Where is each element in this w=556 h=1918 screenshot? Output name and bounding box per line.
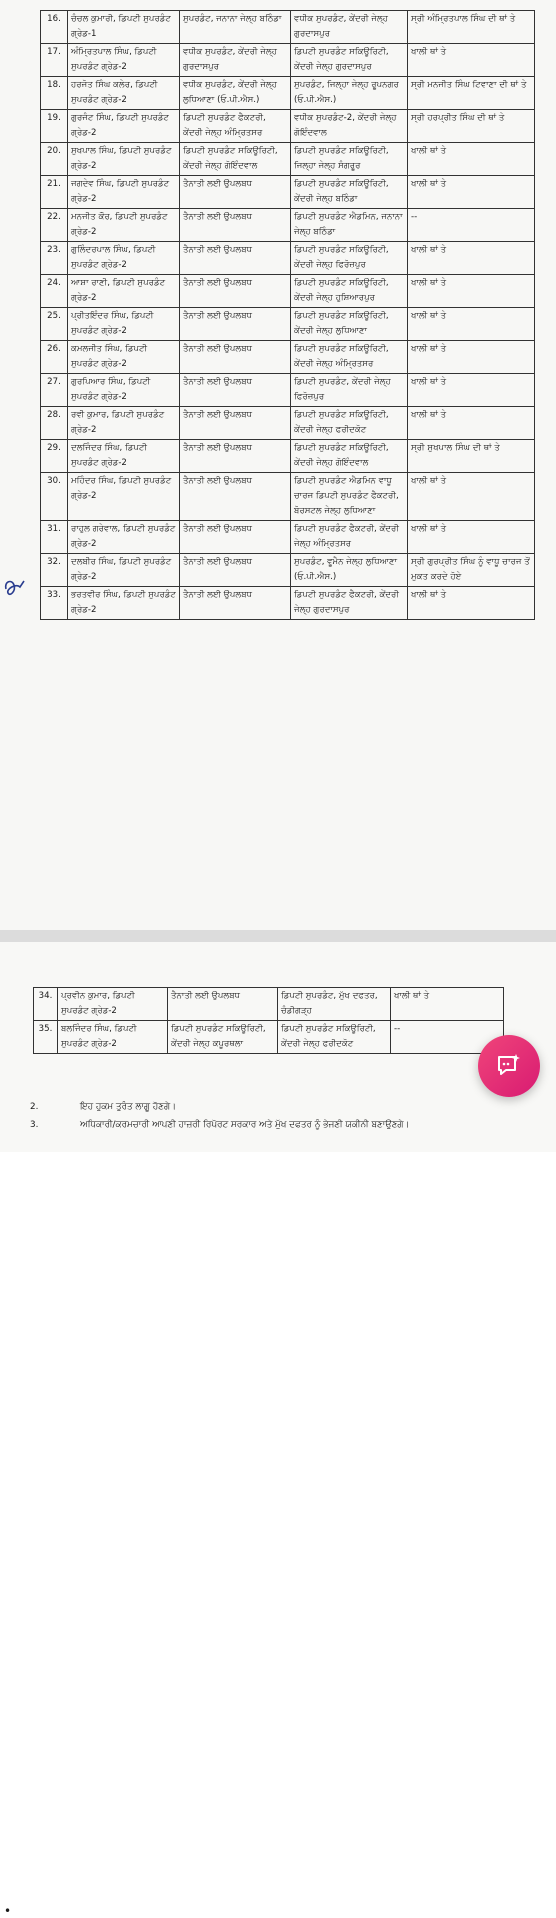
- new-posting-cell: ਡਿਪਟੀ ਸੁਪਰਡੰਟ ਸਕਿਊਰਿਟੀ, ਜਿਲ੍ਹਾ ਜੇਲ੍ਹ ਸੰਗਰੂਰ: [291, 143, 408, 176]
- new-posting-cell: ਵਧੀਕ ਸੁਪਰਡੰਟ, ਕੇਂਦਰੀ ਜੇਲ੍ਹ ਗੁਰਦਾਸਪੁਰ: [291, 11, 408, 44]
- serial-number-cell: 33.: [41, 587, 68, 620]
- remark-cell: ਸ੍ਰੀ ਹਰਪ੍ਰੀਤ ਸਿੰਘ ਦੀ ਥਾਂ ਤੇ: [408, 110, 535, 143]
- officer-name-cell: ਪ੍ਰਵੀਨ ਕੁਮਾਰ, ਡਿਪਟੀ ਸੁਪਰਡੰਟ ਗ੍ਰੇਡ-2: [58, 988, 168, 1021]
- current-posting-cell: ਤੈਨਾਤੀ ਲਈ ਉਪਲਬਧ: [180, 341, 291, 374]
- note-text: ਅਧਿਕਾਰੀ/ਕਰਮਚਾਰੀ ਆਪਣੀ ਹਾਜ਼ਰੀ ਰਿਪੋਰਟ ਸਰਕਾਰ ਅਤੇ ਮੁੱਖ ਦਫਤਰ ਨੂੰ ਭੇਜਣੀ ਯਕੀਨੀ ਬਣਾਉਣਗੇ।: [80, 1120, 410, 1130]
- serial-number-cell: 32.: [41, 554, 68, 587]
- serial-number-cell: 26.: [41, 341, 68, 374]
- note-number: 3.: [30, 1120, 39, 1130]
- remark-cell: ਖਾਲੀ ਥਾਂ ਤੇ: [408, 44, 535, 77]
- current-posting-cell: ਤੈਨਾਤੀ ਲਈ ਉਪਲਬਧ: [180, 521, 291, 554]
- officer-name-cell: ਗੁਲਿੰਦਰਪਾਲ ਸਿੰਘ, ਡਿਪਟੀ ਸੁਪਰਡੰਟ ਗ੍ਰੇਡ-2: [68, 242, 180, 275]
- new-posting-cell: ਡਿਪਟੀ ਸੁਪਰਡੰਟ, ਮੁੱਖ ਦਫਤਰ, ਚੰਡੀਗੜ੍ਹ: [278, 988, 391, 1021]
- remark-cell: ਖਾਲੀ ਥਾਂ ਤੇ: [408, 374, 535, 407]
- new-posting-cell: ਸੁਪਰਡੰਟ, ਵੂਮੈਨ ਜੇਲ੍ਹ ਲੁਧਿਆਣਾ (ਓ.ਪੀ.ਐਸ.): [291, 554, 408, 587]
- transfer-table-2: [33, 987, 504, 1054]
- serial-number-cell: 21.: [41, 176, 68, 209]
- serial-number-cell: 34.: [34, 988, 58, 1021]
- officer-name-cell: ਬਲਜਿੰਦਰ ਸਿੰਘ, ਡਿਪਟੀ ਸੁਪਰਡੰਟ ਗ੍ਰੇਡ-2: [58, 1021, 168, 1054]
- table-row: [41, 440, 535, 473]
- table-row: [41, 407, 535, 440]
- table-row: [41, 308, 535, 341]
- remark-cell: ਖਾਲੀ ਥਾਂ ਤੇ: [408, 308, 535, 341]
- remark-cell: ਸ੍ਰੀ ਮਨਜੀਤ ਸਿੰਘ ਟਿਵਾਣਾ ਦੀ ਥਾਂ ਤੇ: [408, 77, 535, 110]
- table-row: [41, 209, 535, 242]
- serial-number-cell: 24.: [41, 275, 68, 308]
- remark-cell: ਸ੍ਰੀ ਅੰਮ੍ਰਿਤਪਾਲ ਸਿੰਘ ਦੀ ਥਾਂ ਤੇ: [408, 11, 535, 44]
- officer-name-cell: ਮਹਿੰਦਰ ਸਿੰਘ, ਡਿਪਟੀ ਸੁਪਰਡੰਟ ਗ੍ਰੇਡ-2: [68, 473, 180, 521]
- new-posting-cell: ਡਿਪਟੀ ਸੁਪਰਡੰਟ, ਕੇਂਦਰੀ ਜੇਲ੍ਹ ਫਿਰੋਜ਼ਪੁਰ: [291, 374, 408, 407]
- order-notes: [30, 1098, 530, 1134]
- officer-name-cell: ਗੁਰਜੰਟ ਸਿੰਘ, ਡਿਪਟੀ ਸੁਪਰਡੰਟ ਗ੍ਰੇਡ-2: [68, 110, 180, 143]
- current-posting-cell: ਤੈਨਾਤੀ ਲਈ ਉਪਲਬਧ: [180, 242, 291, 275]
- remark-cell: ਖਾਲੀ ਥਾਂ ਤੇ: [408, 143, 535, 176]
- serial-number-cell: 29.: [41, 440, 68, 473]
- current-posting-cell: ਡਿਪਟੀ ਸੁਪਰਡੰਟ ਫੈਕਟਰੀ, ਕੇਂਦਰੀ ਜੇਲ੍ਹ ਅੰਮ੍ਰਿਤਸਰ: [180, 110, 291, 143]
- officer-name-cell: ਅੰਮ੍ਰਿਤਪਾਲ ਸਿੰਘ, ਡਿਪਟੀ ਸੁਪਰਡੰਟ ਗ੍ਰੇਡ-2: [68, 44, 180, 77]
- new-posting-cell: ਡਿਪਟੀ ਸੁਪਰਡੰਟ ਫੈਕਟਰੀ, ਕੇਂਦਰੀ ਜੇਲ੍ਹ ਅੰਮ੍ਰਿਤਸਰ: [291, 521, 408, 554]
- officer-name-cell: ਰਾਹੁਲ ਗਰੇਵਾਲ, ਡਿਪਟੀ ਸੁਪਰਡੰਟ ਗ੍ਰੇਡ-2: [68, 521, 180, 554]
- remark-cell: ਖਾਲੀ ਥਾਂ ਤੇ: [408, 521, 535, 554]
- table-row: [41, 11, 535, 44]
- remark-cell: ਖਾਲੀ ਥਾਂ ਤੇ: [408, 341, 535, 374]
- new-posting-cell: ਡਿਪਟੀ ਸੁਪਰਡੰਟ ਸਕਿਊਰਿਟੀ, ਕੇਂਦਰੀ ਜੇਲ੍ਹ ਲੁਧਿਆਣਾ: [291, 308, 408, 341]
- remark-cell: ਖਾਲੀ ਥਾਂ ਤੇ: [408, 242, 535, 275]
- current-posting-cell: ਤੈਨਾਤੀ ਲਈ ਉਪਲਬਧ: [168, 988, 278, 1021]
- current-posting-cell: ਸੁਪਰਡੰਟ, ਜਨਾਨਾ ਜੇਲ੍ਹ ਬਠਿੰਡਾ: [180, 11, 291, 44]
- serial-number-cell: 22.: [41, 209, 68, 242]
- current-posting-cell: ਡਿਪਟੀ ਸੁਪਰਡੰਟ ਸਕਿਊਰਿਟੀ, ਕੇਂਦਰੀ ਜੇਲ੍ਹ ਗੋਇੰਦਵਾਲ: [180, 143, 291, 176]
- serial-number-cell: 30.: [41, 473, 68, 521]
- note-item: [30, 1098, 530, 1116]
- current-posting-cell: ਵਧੀਕ ਸੁਪਰਡੰਟ, ਕੇਂਦਰੀ ਜੇਲ੍ਹ ਲੁਧਿਆਣਾ (ਓ.ਪੀ.ਐਸ.): [180, 77, 291, 110]
- current-posting-cell: ਡਿਪਟੀ ਸੁਪਰਡੰਟ ਸਕਿਊਰਿਟੀ, ਕੇਂਦਰੀ ਜੇਲ੍ਹ ਕਪੂਰਥਲਾ: [168, 1021, 278, 1054]
- serial-number-cell: 16.: [41, 11, 68, 44]
- officer-name-cell: ਰਵੀ ਕੁਮਾਰ, ਡਿਪਟੀ ਸੁਪਰਡੰਟ ਗ੍ਰੇਡ-2: [68, 407, 180, 440]
- table-row: [34, 1021, 504, 1054]
- current-posting-cell: ਤੈਨਾਤੀ ਲਈ ਉਪਲਬਧ: [180, 473, 291, 521]
- table-row: [41, 44, 535, 77]
- remark-cell: ਖਾਲੀ ਥਾਂ ਤੇ: [408, 473, 535, 521]
- new-posting-cell: ਵਧੀਕ ਸੁਪਰਡੰਟ-2, ਕੇਂਦਰੀ ਜੇਲ੍ਹ ਗੋਇੰਦਵਾਲ: [291, 110, 408, 143]
- note-text: ਇਹ ਹੁਕਮ ਤੁਰੰਤ ਲਾਗੂ ਹੋਣਗੇ।: [80, 1102, 176, 1112]
- officer-name-cell: ਮਨਜੀਤ ਕੌਰ, ਡਿਪਟੀ ਸੁਪਰਡੰਟ ਗ੍ਰੇਡ-2: [68, 209, 180, 242]
- serial-number-cell: 25.: [41, 308, 68, 341]
- note-number: 2.: [30, 1102, 39, 1112]
- officer-name-cell: ਕਮਲਜੀਤ ਸਿੰਘ, ਡਿਪਟੀ ਸੁਪਰਡੰਟ ਗ੍ਰੇਡ-2: [68, 341, 180, 374]
- remark-cell: --: [408, 209, 535, 242]
- current-posting-cell: ਤੈਨਾਤੀ ਲਈ ਉਪਲਬਧ: [180, 275, 291, 308]
- serial-number-cell: 18.: [41, 77, 68, 110]
- current-posting-cell: ਤੈਨਾਤੀ ਲਈ ਉਪਲਬਧ: [180, 176, 291, 209]
- officer-name-cell: ਗੁਰਪਿਆਰ ਸਿੰਘ, ਡਿਪਟੀ ਸੁਪਰਡੰਟ ਗ੍ਰੇਡ-2: [68, 374, 180, 407]
- serial-number-cell: 17.: [41, 44, 68, 77]
- page-gap: [0, 930, 556, 942]
- table-row: [41, 77, 535, 110]
- remark-cell: ਖਾਲੀ ਥਾਂ ਤੇ: [408, 176, 535, 209]
- margin-mark: •: [4, 1904, 12, 1918]
- table-row: [41, 374, 535, 407]
- chat-button[interactable]: [478, 1035, 540, 1097]
- new-posting-cell: ਡਿਪਟੀ ਸੁਪਰਡੰਟ ਸਕਿਊਰਿਟੀ, ਕੇਂਦਰੀ ਜੇਲ੍ਹ ਫਿਰੋਜ਼ਪੁਰ: [291, 242, 408, 275]
- remark-cell: ਖਾਲੀ ਥਾਂ ਤੇ: [408, 275, 535, 308]
- current-posting-cell: ਤੈਨਾਤੀ ਲਈ ਉਪਲਬਧ: [180, 308, 291, 341]
- serial-number-cell: 20.: [41, 143, 68, 176]
- officer-name-cell: ਆਸ਼ਾ ਰਾਣੀ, ਡਿਪਟੀ ਸੁਪਰਡੰਟ ਗ੍ਰੇਡ-2: [68, 275, 180, 308]
- serial-number-cell: 27.: [41, 374, 68, 407]
- serial-number-cell: 19.: [41, 110, 68, 143]
- new-posting-cell: ਸੁਪਰਡੰਟ, ਜਿਲ੍ਹਾ ਜੇਲ੍ਹ ਰੂਪਨਗਰ (ਓ.ਪੀ.ਐਸ.): [291, 77, 408, 110]
- new-posting-cell: ਡਿਪਟੀ ਸੁਪਰਡੰਟ ਐਡਮਿਨ, ਜਨਾਨਾ ਜੇਲ੍ਹ ਬਠਿੰਡਾ: [291, 209, 408, 242]
- current-posting-cell: ਤੈਨਾਤੀ ਲਈ ਉਪਲਬਧ: [180, 587, 291, 620]
- table-row: [41, 110, 535, 143]
- officer-name-cell: ਦਲਬੀਰ ਸਿੰਘ, ਡਿਪਟੀ ਸੁਪਰਡੰਟ ਗ੍ਰੇਡ-2: [68, 554, 180, 587]
- current-posting-cell: ਤੈਨਾਤੀ ਲਈ ਉਪਲਬਧ: [180, 407, 291, 440]
- remark-cell: ਖਾਲੀ ਥਾਂ ਤੇ: [408, 407, 535, 440]
- new-posting-cell: ਡਿਪਟੀ ਸੁਪਰਡੰਟ ਸਕਿਊਰਿਟੀ, ਕੇਂਦਰੀ ਜੇਲ੍ਹ ਫਰੀਦਕੋਟ: [291, 407, 408, 440]
- remark-cell: --: [391, 1021, 504, 1054]
- remark-cell: ਸ੍ਰੀ ਸੁਖਪਾਲ ਸਿੰਘ ਦੀ ਥਾਂ ਤੇ: [408, 440, 535, 473]
- table-row: [41, 554, 535, 587]
- current-posting-cell: ਵਧੀਕ ਸੁਪਰਡੰਟ, ਕੇਂਦਰੀ ਜੇਲ੍ਹ ਗੁਰਦਾਸਪੁਰ: [180, 44, 291, 77]
- officer-name-cell: ਜਗਦੇਵ ਸਿੰਘ, ਡਿਪਟੀ ਸੁਪਰਡੰਟ ਗ੍ਰੇਡ-2: [68, 176, 180, 209]
- new-posting-cell: ਡਿਪਟੀ ਸੁਪਰਡੰਟ ਸਕਿਊਰਿਟੀ, ਕੇਂਦਰੀ ਜੇਲ੍ਹ ਅੰਮ੍ਰਿਤਸਰ: [291, 341, 408, 374]
- new-posting-cell: ਡਿਪਟੀ ਸੁਪਰਡੰਟ ਸਕਿਊਰਿਟੀ, ਕੇਂਦਰੀ ਜੇਲ੍ਹ ਬਠਿੰਡਾ: [291, 176, 408, 209]
- current-posting-cell: ਤੈਨਾਤੀ ਲਈ ਉਪਲਬਧ: [180, 374, 291, 407]
- table-row: [41, 341, 535, 374]
- table-row: [41, 275, 535, 308]
- officer-name-cell: ਚੰਚਲ ਕੁਮਾਰੀ, ਡਿਪਟੀ ਸੁਪਰਡੰਟ ਗ੍ਰੇਡ-1: [68, 11, 180, 44]
- remark-cell: ਖਾਲੀ ਥਾਂ ਤੇ: [408, 587, 535, 620]
- new-posting-cell: ਡਿਪਟੀ ਸੁਪਰਡੰਟ ਫੈਕਟਰੀ, ਕੇਂਦਰੀ ਜੇਲ੍ਹ ਗੁਰਦਾਸਪੁਰ: [291, 587, 408, 620]
- table-row: [41, 242, 535, 275]
- new-posting-cell: ਡਿਪਟੀ ਸੁਪਰਡੰਟ ਸਕਿਊਰਿਟੀ, ਕੇਂਦਰੀ ਜੇਲ੍ਹ ਹੁਸ਼ਿਆਰਪੁਰ: [291, 275, 408, 308]
- new-posting-cell: ਡਿਪਟੀ ਸੁਪਰਡੰਟ ਸਕਿਊਰਿਟੀ, ਕੇਂਦਰੀ ਜੇਲ੍ਹ ਫਰੀਦਕੋਟ: [278, 1021, 391, 1054]
- document-page-1: [0, 0, 556, 930]
- table-row: [41, 176, 535, 209]
- officer-name-cell: ਹਰਜੋਤ ਸਿੰਘ ਕਲੇਰ, ਡਿਪਟੀ ਸੁਪਰਡੰਟ ਗ੍ਰੇਡ-2: [68, 77, 180, 110]
- transfer-table-1: [40, 10, 535, 620]
- table-row: [34, 988, 504, 1021]
- serial-number-cell: 28.: [41, 407, 68, 440]
- chat-sparkle-icon: [494, 1051, 524, 1081]
- current-posting-cell: ਤੈਨਾਤੀ ਲਈ ਉਪਲਬਧ: [180, 554, 291, 587]
- new-posting-cell: ਡਿਪਟੀ ਸੁਪਰਡੰਟ ਸਕਿਊਰਿਟੀ, ਕੇਂਦਰੀ ਜੇਲ੍ਹ ਗੁਰਦਾਸਪੁਰ: [291, 44, 408, 77]
- officer-name-cell: ਪ੍ਰੀਤਇੰਦਰ ਸਿੰਘ, ਡਿਪਟੀ ਸੁਪਰਡੰਟ ਗ੍ਰੇਡ-2: [68, 308, 180, 341]
- pen-scribble-icon: [2, 575, 30, 601]
- serial-number-cell: 35.: [34, 1021, 58, 1054]
- serial-number-cell: 23.: [41, 242, 68, 275]
- current-posting-cell: ਤੈਨਾਤੀ ਲਈ ਉਪਲਬਧ: [180, 209, 291, 242]
- current-posting-cell: ਤੈਨਾਤੀ ਲਈ ਉਪਲਬਧ: [180, 440, 291, 473]
- serial-number-cell: 31.: [41, 521, 68, 554]
- new-posting-cell: ਡਿਪਟੀ ਸੁਪਰਡੰਟ ਐਡਮਿਨ ਵਾਧੂ ਚਾਰਜ ਡਿਪਟੀ ਸੁਪਰਡੰਟ ਫੈਕਟਰੀ, ਬੋਰਸਟਲ ਜੇਲ੍ਹ ਲੁਧਿਆਣਾ: [291, 473, 408, 521]
- officer-name-cell: ਸੁਖਪਾਲ ਸਿੰਘ, ਡਿਪਟੀ ਸੁਪਰਡੰਟ ਗ੍ਰੇਡ-2: [68, 143, 180, 176]
- table-row: [41, 587, 535, 620]
- table-row: [41, 521, 535, 554]
- note-item: [30, 1116, 530, 1134]
- officer-name-cell: ਦਲਜਿੰਦਰ ਸਿੰਘ, ਡਿਪਟੀ ਸੁਪਰਡੰਟ ਗ੍ਰੇਡ-2: [68, 440, 180, 473]
- table-row: [41, 473, 535, 521]
- new-posting-cell: ਡਿਪਟੀ ਸੁਪਰਡੰਟ ਸਕਿਊਰਿਟੀ, ਕੇਂਦਰੀ ਜੇਲ੍ਹ ਗੋਇੰਦਵਾਲ: [291, 440, 408, 473]
- table-row: [41, 143, 535, 176]
- officer-name-cell: ਭਰਤਵੀਰ ਸਿੰਘ, ਡਿਪਟੀ ਸੁਪਰਡੰਟ ਗ੍ਰੇਡ-2: [68, 587, 180, 620]
- remark-cell: ਖਾਲੀ ਥਾਂ ਤੇ: [391, 988, 504, 1021]
- remark-cell: ਸ੍ਰੀ ਗੁਰਪ੍ਰੀਤ ਸਿੰਘ ਨੂੰ ਵਾਧੂ ਚਾਰਜ ਤੋਂ ਮੁਕਤ ਕਰਦੇ ਹੋਏ: [408, 554, 535, 587]
